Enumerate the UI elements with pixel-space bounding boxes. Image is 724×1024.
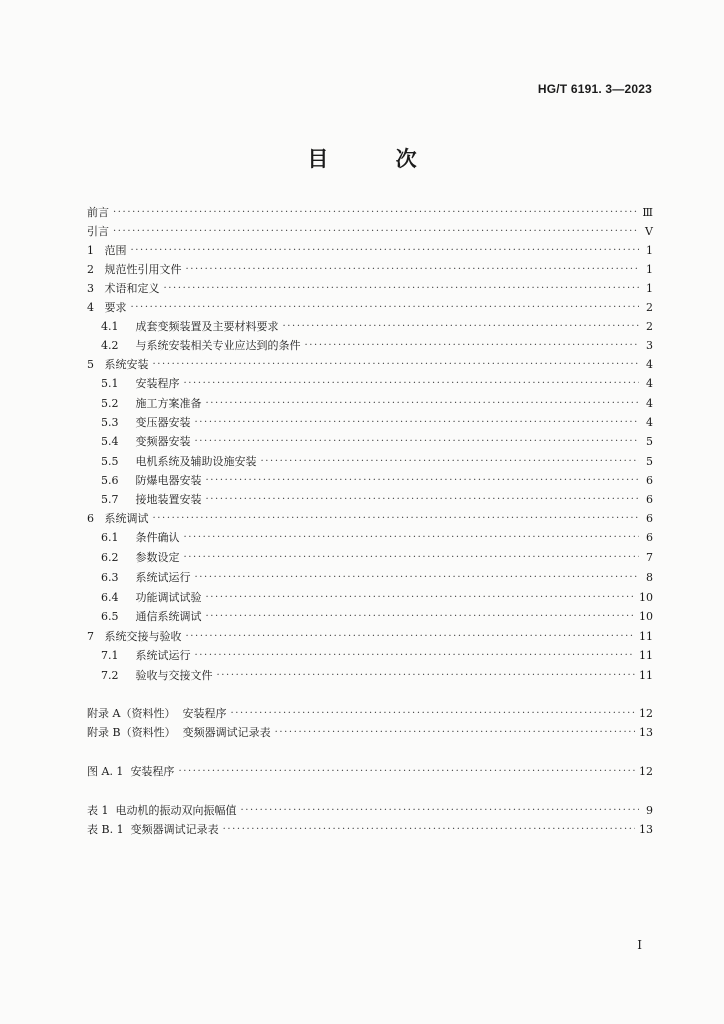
leader-dots — [206, 609, 636, 625]
toc-page: 6 — [646, 493, 653, 506]
leader-dots — [241, 803, 640, 819]
toc-entry-4[interactable] — [87, 300, 653, 316]
leader-dots — [223, 822, 635, 838]
page-title: 目 次 — [307, 146, 447, 171]
toc-label: 1 范围 — [87, 244, 127, 257]
toc-label: 5.3 变压器安装 — [101, 416, 191, 429]
leader-dots — [195, 570, 640, 586]
toc-entry-1[interactable] — [87, 243, 653, 259]
toc-label: 6 系统调试 — [87, 512, 149, 525]
leader-dots — [230, 706, 635, 722]
leader-dots — [195, 434, 640, 450]
leader-dots — [195, 648, 636, 664]
toc-label: 7 系统交接与验收 — [87, 630, 182, 643]
toc-label: 5.4 变频器安装 — [101, 435, 191, 448]
toc-label: 表 1 电动机的振动双向振幅值 — [87, 804, 237, 817]
toc-page: 4 — [646, 377, 653, 390]
toc-entry-5-3[interactable] — [101, 415, 653, 431]
toc-label: 5.6 防爆电器安装 — [101, 474, 202, 487]
toc-label: 附录 A（资料性） 安装程序 — [87, 707, 227, 720]
leader-dots — [164, 281, 640, 297]
leader-dots — [206, 492, 640, 508]
toc-page: 11 — [639, 630, 653, 643]
toc-page: 7 — [646, 551, 653, 564]
toc-page: 4 — [646, 416, 653, 429]
toc-page: 1 — [646, 282, 653, 295]
toc-label: 5.1 安装程序 — [101, 377, 180, 390]
toc-page: 10 — [639, 591, 653, 604]
toc-entry-appendix-a[interactable] — [87, 706, 653, 722]
toc-page: 13 — [639, 726, 653, 739]
toc-label: 5.5 电机系统及辅助设施安装 — [101, 455, 257, 468]
toc-label: 2 规范性引用文件 — [87, 263, 182, 276]
toc-entry-foreword[interactable] — [87, 205, 653, 221]
leader-dots — [206, 590, 636, 606]
toc-entry-7-1[interactable] — [101, 648, 653, 664]
toc-label: 图 A. 1 安装程序 — [87, 765, 175, 778]
toc-page: 12 — [639, 765, 653, 778]
toc-page: 11 — [639, 649, 653, 662]
toc-label: 5.2 施工方案准备 — [101, 397, 202, 410]
toc-label: 6.2 参数设定 — [101, 551, 180, 564]
toc-entry-5-7[interactable] — [101, 492, 653, 508]
leader-dots — [113, 224, 639, 240]
toc-entry-figure-a1[interactable] — [87, 764, 653, 780]
toc-page: 11 — [639, 669, 653, 682]
leader-dots — [153, 511, 640, 527]
toc-entry-4-2[interactable] — [101, 338, 653, 354]
toc-page: 5 — [646, 435, 653, 448]
leader-dots — [305, 338, 640, 354]
toc-entry-5-4[interactable] — [101, 434, 653, 450]
toc-entry-6-4[interactable] — [101, 590, 653, 606]
standard-code: HG/T 6191. 3—2023 — [537, 82, 652, 96]
leader-dots — [184, 550, 640, 566]
leader-dots — [131, 243, 640, 259]
page-folio: I — [637, 938, 642, 952]
toc-page: 6 — [646, 531, 653, 544]
toc-entry-table-1[interactable] — [87, 803, 653, 819]
leader-dots — [113, 205, 638, 221]
toc-label: 5 系统安装 — [87, 358, 149, 371]
toc-page: 5 — [646, 455, 653, 468]
toc-page: 6 — [646, 512, 653, 525]
toc-entry-2[interactable] — [87, 262, 653, 278]
toc-page: 4 — [646, 358, 653, 371]
toc-entry-7[interactable] — [87, 629, 653, 645]
toc-entry-appendix-b[interactable] — [87, 725, 653, 741]
toc-page: Ⅴ — [645, 225, 653, 238]
toc-entry-6-5[interactable] — [101, 609, 653, 625]
toc-label: 6.4 功能调试试验 — [101, 591, 202, 604]
leader-dots — [283, 319, 640, 335]
toc-entry-5-6[interactable] — [101, 473, 653, 489]
toc-page: 1 — [646, 263, 653, 276]
leader-dots — [131, 300, 640, 316]
toc-page: 9 — [646, 804, 653, 817]
toc-entry-6-3[interactable] — [101, 570, 653, 586]
toc-entry-table-b1[interactable] — [87, 822, 653, 838]
leader-dots — [178, 764, 635, 780]
leader-dots — [261, 454, 640, 470]
toc-entry-6-2[interactable] — [101, 550, 653, 566]
toc-page: 13 — [639, 823, 653, 836]
leader-dots — [195, 415, 640, 431]
toc-page: 2 — [646, 320, 653, 333]
toc-label: 4.2 与系统安装相关专业应达到的条件 — [101, 339, 301, 352]
toc-entry-6[interactable] — [87, 511, 653, 527]
toc-label: 5.7 接地装置安装 — [101, 493, 202, 506]
leader-dots — [184, 530, 640, 546]
toc-page: 6 — [646, 474, 653, 487]
toc-label: 引言 — [87, 225, 109, 238]
toc-page: 3 — [646, 339, 653, 352]
toc-page: 1 — [646, 244, 653, 257]
toc-label: 6.5 通信系统调试 — [101, 610, 202, 623]
toc-entry-3[interactable] — [87, 281, 653, 297]
leader-dots — [206, 396, 640, 412]
toc-entry-6-1[interactable] — [101, 530, 653, 546]
toc-label: 前言 — [87, 206, 109, 219]
toc-label: 附录 B（资料性） 变频器调试记录表 — [87, 726, 271, 739]
toc-label: 4.1 成套变频装置及主要材料要求 — [101, 320, 279, 333]
toc-label: 6.1 条件确认 — [101, 531, 180, 544]
leader-dots — [184, 376, 640, 392]
toc-label: 表 B. 1 变频器调试记录表 — [87, 823, 219, 836]
leader-dots — [186, 629, 636, 645]
toc-entry-4-1[interactable] — [101, 319, 653, 335]
toc-entry-introduction[interactable] — [87, 224, 653, 240]
toc-page: 12 — [639, 707, 653, 720]
toc-label: 7.2 验收与交接文件 — [101, 669, 213, 682]
toc-entry-5-1[interactable] — [101, 376, 653, 392]
leader-dots — [206, 473, 640, 489]
leader-dots — [275, 725, 635, 741]
toc-page: 10 — [639, 610, 653, 623]
leader-dots — [186, 262, 640, 278]
toc-entry-5-2[interactable] — [101, 396, 653, 412]
toc-page: 8 — [646, 571, 653, 584]
toc-page: 2 — [646, 301, 653, 314]
toc-label: 4 要求 — [87, 301, 127, 314]
toc-entry-5-5[interactable] — [101, 454, 653, 470]
toc-page: 4 — [646, 397, 653, 410]
toc-page: Ⅲ — [642, 206, 653, 219]
toc-label: 6.3 系统试运行 — [101, 571, 191, 584]
toc-entry-5[interactable] — [87, 357, 653, 373]
leader-dots — [153, 357, 640, 373]
toc-label: 3 术语和定义 — [87, 282, 160, 295]
toc-label: 7.1 系统试运行 — [101, 649, 191, 662]
toc-entry-7-2[interactable] — [101, 668, 653, 684]
leader-dots — [217, 668, 636, 684]
